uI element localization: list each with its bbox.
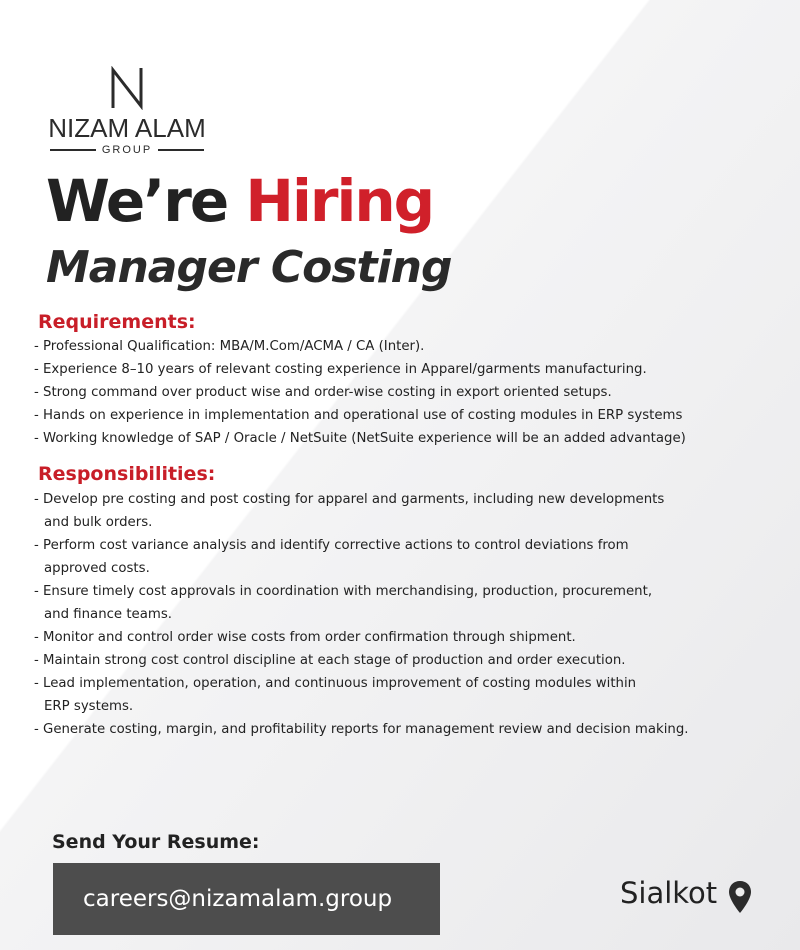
responsibilities-heading: Responsibilities: bbox=[38, 463, 216, 485]
requirement-item: - Experience 8–10 years of relevant costing experience in Apparel/garments manufacturing. bbox=[34, 362, 647, 377]
responsibility-item bbox=[34, 580, 689, 626]
responsibility-item bbox=[34, 534, 689, 580]
requirement-item: - Working knowledge of SAP / Oracle / NetSuite (NetSuite experience will be an added advantage) bbox=[34, 431, 686, 446]
responsibility-line: - Perform cost variance analysis and identify corrective actions to control deviations from bbox=[34, 538, 629, 553]
responsibility-line-continued: approved costs. bbox=[44, 561, 150, 576]
logo-divider-right bbox=[158, 149, 204, 151]
requirement-item: - Strong command over product wise and order-wise costing in export oriented setups. bbox=[34, 385, 612, 400]
email-address[interactable]: careers@nizamalam.group bbox=[83, 886, 393, 912]
responsibility-line: - Lead implementation, operation, and continuous improvement of costing modules within bbox=[34, 676, 637, 691]
responsibility-item bbox=[34, 672, 689, 718]
location-city: Sialkot bbox=[620, 876, 718, 910]
responsibility-item bbox=[34, 649, 689, 672]
logo-brand-name: NIZAM ALAM bbox=[48, 113, 206, 143]
headline-lead: We’re bbox=[46, 167, 228, 235]
responsibility-line: - Monitor and control order wise costs from order confirmation through shipment. bbox=[34, 630, 576, 645]
responsibility-item bbox=[34, 488, 689, 534]
send-resume-label: Send Your Resume: bbox=[52, 831, 260, 853]
requirement-item: - Professional Qualification: MBA/M.Com/ACMA / CA (Inter). bbox=[34, 339, 425, 354]
headline-accent: Hiring bbox=[245, 167, 434, 235]
hiring-headline bbox=[46, 166, 433, 236]
requirements-list bbox=[34, 335, 686, 450]
logo-divider-left bbox=[50, 149, 96, 151]
requirements-heading: Requirements: bbox=[38, 311, 196, 333]
company-logo bbox=[44, 66, 210, 156]
responsibility-line-continued: ERP systems. bbox=[44, 699, 134, 714]
email-box[interactable] bbox=[53, 863, 440, 935]
requirement-item: - Hands on experience in implementation and operational use of costing modules in ERP systems bbox=[34, 408, 683, 423]
logo-group-label bbox=[44, 144, 210, 156]
responsibility-line: - Maintain strong cost control discipline at each stage of production and order execution. bbox=[34, 653, 626, 668]
responsibilities-list bbox=[34, 488, 689, 741]
logo-group-text: GROUP bbox=[101, 144, 153, 156]
location-pin-icon bbox=[728, 880, 752, 914]
responsibility-line-continued: and bulk orders. bbox=[44, 515, 153, 530]
responsibility-line: - Generate costing, margin, and profitability reports for management review and decision making. bbox=[34, 722, 689, 737]
responsibility-item bbox=[34, 626, 689, 649]
responsibility-line: - Ensure timely cost approvals in coordination with merchandising, production, procurement, bbox=[34, 584, 653, 599]
nizam-alam-monogram-icon bbox=[107, 66, 147, 110]
responsibility-item bbox=[34, 718, 689, 741]
job-title: Manager Costing bbox=[46, 242, 452, 293]
responsibility-line: - Develop pre costing and post costing for apparel and garments, including new developments bbox=[34, 492, 665, 507]
responsibility-line-continued: and finance teams. bbox=[44, 607, 172, 622]
